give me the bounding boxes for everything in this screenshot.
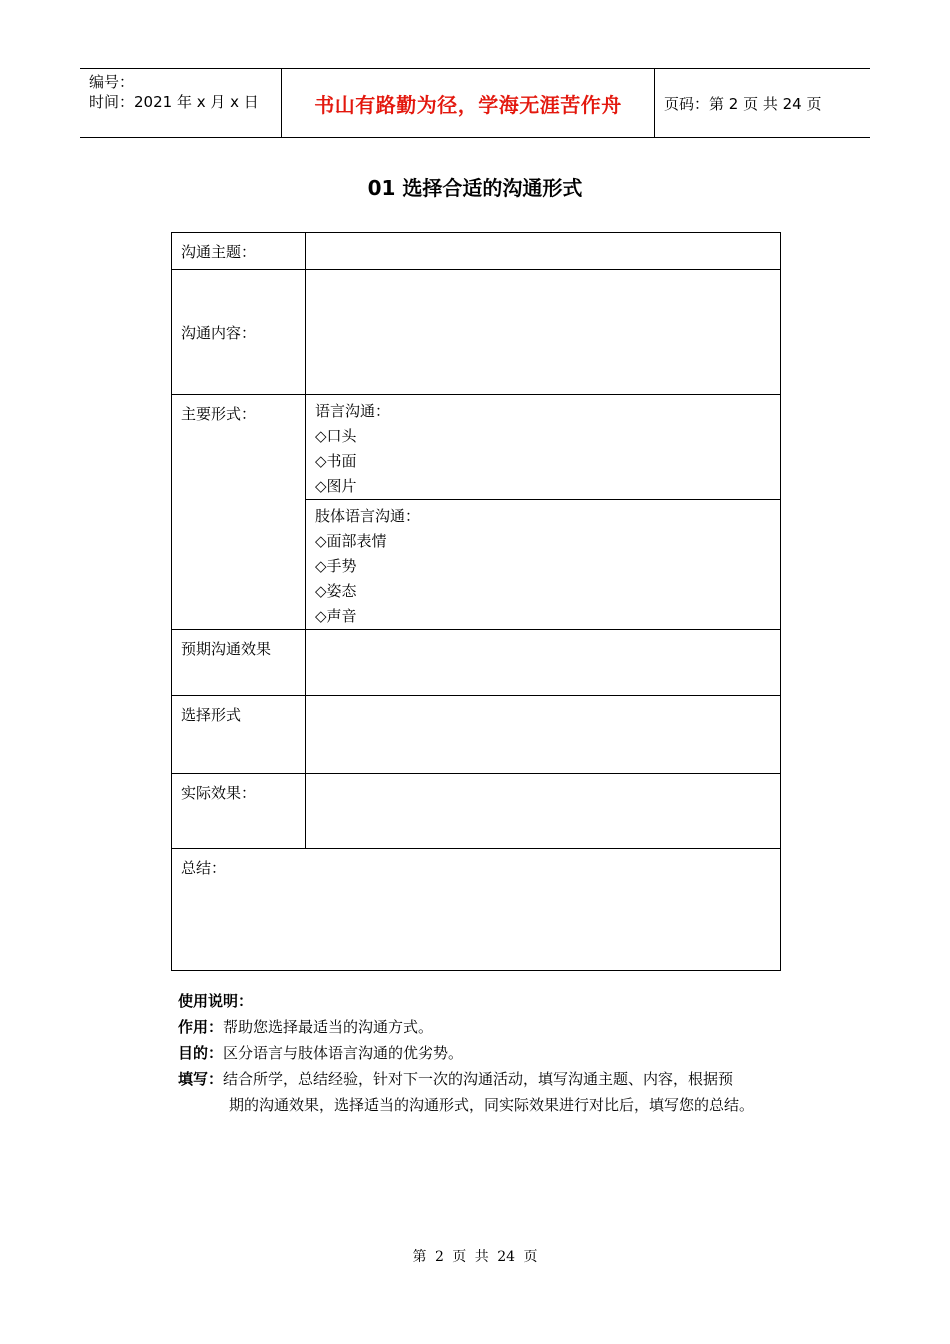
goal-text: 区分语言与肢体语言沟通的优劣势。 [223, 1044, 464, 1062]
option-posture[interactable]: ◇姿态 [315, 582, 357, 600]
option-image[interactable]: ◇图片 [315, 477, 357, 495]
choose-form-label: 选择形式 [172, 696, 306, 774]
actual-effect-label: 实际效果： [172, 774, 306, 849]
option-gesture[interactable]: ◇手势 [315, 557, 357, 575]
page-footer: 第 2 页 共 24 页 [412, 1249, 538, 1265]
summary-field[interactable] [172, 849, 781, 971]
body-language-options-cell [306, 500, 781, 630]
number-label: 编号： [89, 73, 135, 91]
expected-effect-label: 预期沟通效果 [172, 630, 306, 696]
summary-label: 总结： [181, 859, 227, 877]
instructions [178, 988, 818, 1118]
choose-form-field[interactable] [306, 696, 781, 774]
page-header [80, 68, 870, 138]
purpose-text: 帮助您选择最适当的沟通方式。 [223, 1018, 434, 1036]
expected-effect-field[interactable] [306, 630, 781, 696]
content-label: 沟通内容： [172, 270, 306, 395]
goal-key: 目的： [178, 1044, 224, 1062]
form-label: 主要形式： [172, 395, 306, 630]
topic-label: 沟通主题： [172, 233, 306, 270]
communication-form [171, 232, 781, 971]
page-title: 01 选择合适的沟通形式 [367, 176, 583, 200]
fill-text-line-1: 结合所学，总结经验，针对下一次的沟通活动，填写沟通主题、内容，根据预 [223, 1070, 734, 1088]
header-page-cell [655, 69, 870, 137]
body-language-heading: 肢体语言沟通： [315, 507, 421, 525]
fill-text-line-2: 期的沟通效果，选择适当的沟通形式，同实际效果进行对比后，填写您的总结。 [229, 1096, 755, 1114]
content-field[interactable] [306, 270, 781, 395]
fill-key: 填写： [178, 1070, 224, 1088]
actual-effect-field[interactable] [306, 774, 781, 849]
instructions-heading: 使用说明： [178, 992, 254, 1010]
header-motto-cell [281, 69, 655, 137]
option-facial-expression[interactable]: ◇面部表情 [315, 532, 387, 550]
topic-field[interactable] [306, 233, 781, 270]
date-label: 时间：2021 年 x 月 x 日 [89, 93, 259, 111]
verbal-heading: 语言沟通： [315, 402, 391, 420]
option-voice[interactable]: ◇声音 [315, 607, 357, 625]
header-page-info: 页码：第 2 页 共 24 页 [664, 94, 822, 113]
option-oral[interactable]: ◇口头 [315, 427, 357, 445]
header-meta [80, 69, 281, 137]
purpose-key: 作用： [178, 1018, 224, 1036]
header-motto: 书山有路勤为径，学海无涯苦作舟 [314, 92, 622, 117]
option-written[interactable]: ◇书面 [315, 452, 357, 470]
verbal-options-cell [306, 395, 781, 500]
